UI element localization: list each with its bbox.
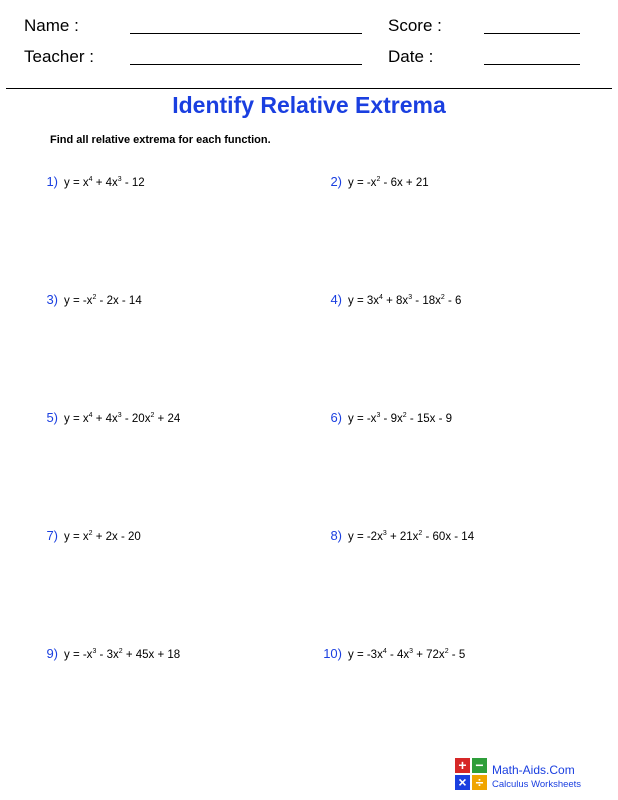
problem-number: 10) <box>323 646 342 661</box>
problem-number: 1) <box>46 174 58 189</box>
problem-equation: $y = -2x^3 + 21x^2 - 60x - 14$ <box>348 530 475 543</box>
page-title: Identify Relative Extrema <box>172 92 446 118</box>
date-label: Date : <box>388 47 434 66</box>
problem-number: 2) <box>330 174 342 189</box>
problem-equation: $y = 3x^4 + 8x^3 - 18x^2 - 6$ <box>348 294 462 307</box>
problem-8 <box>320 528 474 543</box>
teacher-field[interactable] <box>130 64 362 65</box>
name-label: Name : <box>24 16 79 35</box>
instructions: Find all relative extrema for each function. <box>50 134 271 146</box>
problem-equation: $y = x^4 + 4x^3 - 20x^2 + 24$ <box>64 412 181 425</box>
problem-number: 9) <box>46 646 58 661</box>
problem-number: 5) <box>46 410 58 425</box>
date-field[interactable] <box>484 64 580 65</box>
score-field[interactable] <box>484 33 580 34</box>
problem-number: 3) <box>46 292 58 307</box>
problem-number: 8) <box>330 528 342 543</box>
problem-equation: $y = -x^3 - 3x^2 + 45x + 18$ <box>64 648 181 661</box>
problem-equation: $y = x^2 + 2x - 20$ <box>64 530 141 543</box>
problem-equation: $y = -x^2 - 6x + 21$ <box>348 176 429 189</box>
problem-7 <box>36 528 141 543</box>
problem-number: 6) <box>330 410 342 425</box>
problem-10 <box>320 646 465 661</box>
teacher-label: Teacher : <box>24 47 94 66</box>
problem-5 <box>36 410 180 425</box>
brand-name: Math-Aids.Com <box>492 763 575 777</box>
problem-9 <box>36 646 180 661</box>
problem-equation: $y = -x^3 - 9x^2 - 15x - 9$ <box>348 412 453 425</box>
header-divider <box>6 88 612 89</box>
problem-equation: $y = x^4 + 4x^3 - 12$ <box>64 176 145 189</box>
problem-1 <box>36 174 145 189</box>
problem-2 <box>320 174 429 189</box>
problem-equation: $y = -3x^4 - 4x^3 + 72x^2 - 5$ <box>348 648 466 661</box>
problem-3 <box>36 292 142 307</box>
math-operators-logo-icon: + − × ÷ <box>455 758 487 790</box>
problem-equation: $y = -x^2 - 2x - 14$ <box>64 294 142 307</box>
brand-subtitle: Calculus Worksheets <box>492 779 582 790</box>
problem-4 <box>320 292 461 307</box>
problem-number: 7) <box>46 528 58 543</box>
problem-number: 4) <box>330 292 342 307</box>
name-field[interactable] <box>130 33 362 34</box>
problem-6 <box>320 410 452 425</box>
score-label: Score : <box>388 16 442 35</box>
